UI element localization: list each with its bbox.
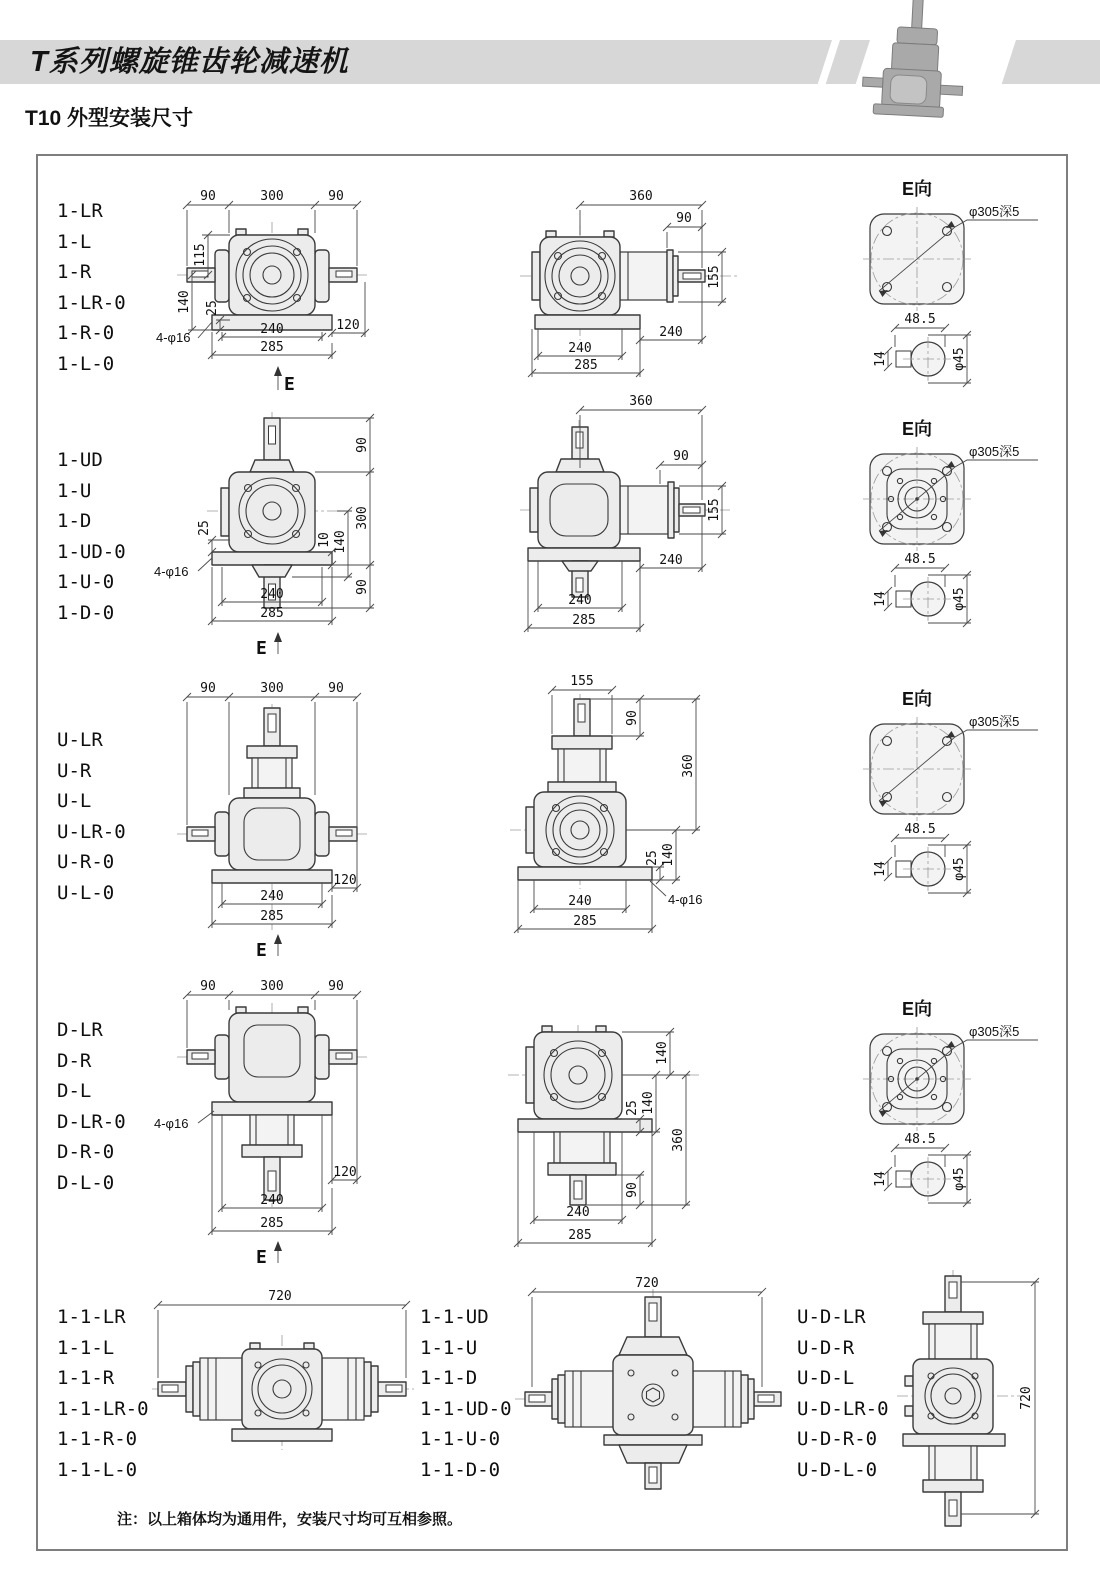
hole-callout: 4-φ16 <box>156 330 191 345</box>
row3-front-view <box>152 680 387 965</box>
dim-label: 720 <box>1019 1386 1034 1410</box>
dim-label: 140 <box>655 1041 670 1065</box>
dim-label: 48.5 <box>904 822 936 837</box>
e-view-title: E向 <box>901 689 933 709</box>
model-label: 1-1-L <box>57 1336 115 1359</box>
model-label: D-LR <box>57 1019 103 1041</box>
model-label: 1-1-UD-0 <box>420 1397 512 1420</box>
dim-label: 240 <box>260 587 284 602</box>
model-label: D-L-0 <box>57 1171 115 1194</box>
dim-label: 285 <box>260 1216 284 1231</box>
shaft-section <box>873 822 971 897</box>
dim-label: 48.5 <box>904 312 936 327</box>
dim-label: 10 <box>317 532 332 548</box>
model-label: 1-D <box>57 510 92 533</box>
row2-front-view <box>152 400 387 660</box>
dim-label: 360 <box>629 394 653 409</box>
model-label: U-L-0 <box>57 881 115 904</box>
model-label: 1-R <box>57 261 92 284</box>
gearbox-body <box>187 708 357 883</box>
gearbox-body <box>212 418 332 608</box>
dim-label: 14 <box>873 351 888 367</box>
dim-label: φ45 <box>952 1167 967 1191</box>
gearbox-body <box>532 231 705 329</box>
model-label: 1-U <box>57 479 92 502</box>
row4-front-view <box>152 975 387 1268</box>
model-label: U-L <box>57 790 92 813</box>
view-arrow-label: E <box>256 940 267 961</box>
dim-label: 115 <box>193 243 208 267</box>
page-title: T10 外型安装尺寸 <box>25 107 194 130</box>
model-label: D-L <box>57 1080 92 1103</box>
dim-label: 240 <box>260 322 284 337</box>
dim-label: 240 <box>659 325 683 340</box>
dim-label: 90 <box>625 710 640 726</box>
model-label: 1-1-LR <box>57 1306 126 1328</box>
dim-label: 240 <box>568 894 592 909</box>
model-label: 1-D-0 <box>57 601 115 624</box>
dim-label: φ45 <box>952 347 967 371</box>
dim-label: 14 <box>873 591 888 607</box>
shaft-section <box>873 312 971 387</box>
model-label: U-D-R <box>797 1336 855 1359</box>
gearbox-product-photo <box>858 0 978 120</box>
flange-face <box>863 204 1038 311</box>
dim-label: 48.5 <box>904 552 936 567</box>
dim-label: 720 <box>635 1276 659 1291</box>
model-label: U-LR-0 <box>57 820 126 843</box>
dim-label: 155 <box>707 498 722 522</box>
model-list-row3 <box>57 725 126 909</box>
model-list-row2 <box>57 445 126 629</box>
gearbox-body <box>525 1297 781 1489</box>
shaft-section <box>873 552 971 627</box>
model-label: 1-1-U <box>420 1336 478 1359</box>
dim-label: 140 <box>661 843 676 867</box>
dim-label: 90 <box>328 979 344 994</box>
dim-label: 25 <box>625 1100 640 1116</box>
dim-label: 300 <box>260 681 284 696</box>
dim-label: 140 <box>177 290 192 314</box>
model-label: U-D-L-0 <box>797 1458 878 1481</box>
model-label: U-R-0 <box>57 851 115 874</box>
flange-callout: φ305深5 <box>969 204 1020 219</box>
dim-label: 285 <box>574 358 598 373</box>
model-label: 1-L-0 <box>57 352 115 375</box>
row1-side-view <box>490 180 790 380</box>
model-list-row5c <box>797 1302 889 1486</box>
dim-label: 90 <box>673 449 689 464</box>
model-list-row1 <box>57 196 126 380</box>
model-label: U-R <box>57 759 92 782</box>
row5-double-horizontal-view <box>150 1290 420 1465</box>
hole-callout: 4-φ16 <box>668 892 703 907</box>
dim-label: 25 <box>645 850 660 866</box>
e-view-title: E向 <box>901 999 933 1019</box>
dim-label: 240 <box>566 1205 590 1220</box>
dim-label: 285 <box>260 340 284 355</box>
gearbox-body <box>187 1007 357 1200</box>
model-label: U-D-R-0 <box>797 1428 878 1451</box>
model-label: 1-1-UD <box>420 1306 489 1328</box>
e-view-title: E向 <box>901 419 933 439</box>
dim-label: 120 <box>333 1165 357 1180</box>
dim-label: 120 <box>336 318 360 333</box>
dim-label: 48.5 <box>904 1132 936 1147</box>
row1-front-view <box>152 180 387 395</box>
row2-e-view <box>857 417 1042 637</box>
dim-label: 240 <box>568 593 592 608</box>
banner-title: T系列螺旋锥齿轮减速机 <box>30 46 349 78</box>
dim-label: 360 <box>681 754 696 778</box>
dim-label: 300 <box>260 189 284 204</box>
dim-label: 90 <box>355 579 370 595</box>
dim-label: 240 <box>260 889 284 904</box>
model-list-row5b <box>420 1302 512 1486</box>
e-view-title: E向 <box>901 179 933 199</box>
flange-face <box>863 444 1038 551</box>
dim-label: 240 <box>260 1193 284 1208</box>
model-label: U-LR <box>57 729 103 751</box>
model-label: D-LR-0 <box>57 1110 126 1133</box>
dim-label: 285 <box>260 606 284 621</box>
hole-callout: 4-φ16 <box>154 1116 189 1131</box>
dim-label: 155 <box>570 674 594 689</box>
model-list-row4 <box>57 1015 126 1199</box>
dim-label: 14 <box>873 1171 888 1187</box>
flange-callout: φ305深5 <box>969 444 1020 459</box>
model-label: 1-L <box>57 230 92 253</box>
dim-label: 360 <box>629 189 653 204</box>
dim-label: 90 <box>200 189 216 204</box>
model-label: 1-LR <box>57 200 103 222</box>
model-label: 1-1-LR-0 <box>57 1397 149 1420</box>
model-label: 1-R-0 <box>57 322 115 345</box>
model-label: D-R-0 <box>57 1141 115 1164</box>
flange-face <box>863 714 1038 821</box>
dim-label: 25 <box>197 520 212 536</box>
dim-label: 90 <box>200 979 216 994</box>
hole-callout: 4-φ16 <box>154 564 189 579</box>
model-label: 1-1-R-0 <box>57 1428 138 1451</box>
flange-callout: φ305深5 <box>969 1024 1020 1039</box>
model-list-row5a <box>57 1302 149 1486</box>
dim-label: φ45 <box>952 857 967 881</box>
dim-label: φ45 <box>952 587 967 611</box>
dim-label: 140 <box>641 1091 656 1115</box>
dim-label: 285 <box>568 1228 592 1243</box>
model-label: 1-1-U-0 <box>420 1428 501 1451</box>
dim-label: 285 <box>572 613 596 628</box>
dim-label: 155 <box>707 265 722 289</box>
row2-side-view <box>490 392 790 642</box>
view-arrow-label: E <box>256 638 267 659</box>
model-label: U-D-LR <box>797 1306 866 1328</box>
dim-label: 720 <box>268 1289 292 1304</box>
flange-callout: φ305深5 <box>969 714 1020 729</box>
model-label: 1-1-R <box>57 1367 115 1390</box>
model-label: 1-1-D-0 <box>420 1458 501 1481</box>
dim-label: 240 <box>568 341 592 356</box>
gearbox-body <box>903 1276 1005 1526</box>
row5-double-vertical-view <box>895 1264 1065 1529</box>
model-label: U-D-LR-0 <box>797 1397 889 1420</box>
dim-label: 240 <box>659 553 683 568</box>
dim-label: 140 <box>333 530 348 554</box>
dim-label: 285 <box>260 909 284 924</box>
dim-label: 120 <box>333 873 357 888</box>
dim-label: 90 <box>355 437 370 453</box>
model-label: D-R <box>57 1049 92 1072</box>
gearbox-body <box>158 1343 406 1441</box>
model-label: 1-1-L-0 <box>57 1458 138 1481</box>
view-arrow-label: E <box>256 1247 267 1268</box>
dim-label: 14 <box>873 861 888 877</box>
dim-label: 300 <box>260 979 284 994</box>
row3-e-view <box>857 687 1042 907</box>
dim-label: 90 <box>625 1182 640 1198</box>
model-label: 1-LR-0 <box>57 291 126 314</box>
model-label: 1-UD-0 <box>57 540 126 563</box>
dim-label: 25 <box>205 300 220 316</box>
dim-label: 90 <box>200 681 216 696</box>
row3-side-view <box>490 674 790 964</box>
dim-label: 90 <box>328 189 344 204</box>
flange-face <box>863 1024 1038 1131</box>
model-label: 1-1-D <box>420 1367 478 1390</box>
gearbox-photo-shapes <box>861 0 967 118</box>
dim-label: 360 <box>671 1128 686 1152</box>
shaft-section <box>873 1132 971 1207</box>
dim-label: 300 <box>355 506 370 530</box>
banner-slash-decoration-right <box>1002 40 1100 84</box>
model-label: U-D-L <box>797 1367 855 1390</box>
model-label: 1-U-0 <box>57 571 115 594</box>
footnote: 注：以上箱体均为通用件，安装尺寸均可互相参照。 <box>117 1511 463 1528</box>
view-arrow-label: E <box>284 374 295 395</box>
dim-label: 285 <box>573 914 597 929</box>
row1-e-view <box>857 177 1042 397</box>
row5-cross-view <box>507 1277 787 1492</box>
dim-label: 90 <box>676 211 692 226</box>
row4-e-view <box>857 997 1042 1217</box>
dim-label: 90 <box>328 681 344 696</box>
model-label: 1-UD <box>57 449 103 471</box>
drawings-box <box>36 154 1068 1551</box>
row4-side-view <box>490 975 790 1265</box>
